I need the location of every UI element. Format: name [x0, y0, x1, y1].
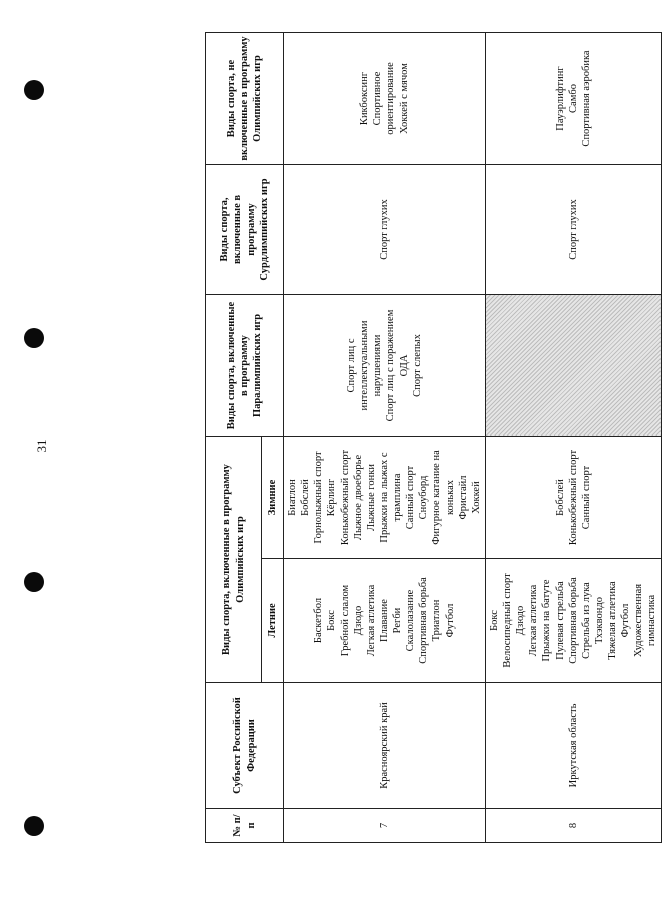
sport-name: Триатлон [431, 599, 443, 642]
sport-name: Горнолыжный спорт [313, 451, 325, 544]
row-num: 7 [284, 809, 486, 843]
sport-name: Гребной слалом [339, 584, 351, 657]
sport-name: Пулевая стрельба [554, 581, 566, 660]
sport-name: Санный спорт [580, 465, 592, 530]
sport-name: Лыжное двоеборье [352, 454, 364, 541]
header-num: № п/п [206, 809, 284, 843]
sports-table [205, 32, 662, 843]
sport-name: Биатлон [287, 479, 298, 516]
sport-name: Стрельба из лука [580, 582, 592, 659]
sport-name: Спорт глухих [567, 199, 579, 260]
sport-name: Дзюдо [515, 605, 527, 636]
sport-name: Сноуборд [418, 475, 430, 520]
sport-name: Спорт глухих [378, 199, 390, 260]
row-subject: Красноярский край [284, 683, 486, 809]
row-summer-list [284, 559, 486, 683]
punch-hole [24, 816, 44, 836]
sport-name: Бокс [488, 610, 500, 631]
sport-name: Самбо [567, 84, 579, 113]
row-non-olympic-list [485, 33, 661, 165]
row-surdlympic-list [485, 165, 661, 295]
sport-name: Прыжки на лыжах с трамплина [378, 452, 403, 543]
sport-name: Плавание [378, 599, 390, 642]
sport-name: Конькобежный спорт [339, 449, 351, 546]
sport-name: Спорт слепых [411, 334, 423, 397]
sport-name: Спортивное ориентирование [372, 62, 397, 135]
sport-name: Бокс [326, 610, 338, 631]
sport-name: Регби [392, 607, 403, 634]
sport-name: Санный спорт [405, 465, 417, 530]
sport-name: Баскетбол [313, 597, 325, 644]
sport-name: Тхэквондо [593, 597, 605, 644]
row-winter-list [485, 437, 661, 559]
sport-name: Фигурное катание на коньках [431, 450, 456, 545]
sport-name: Спорт лиц с интеллектуальными нарушениями [346, 320, 384, 411]
page-number: 31 [34, 439, 49, 453]
sport-name: Прыжки на батуте [541, 579, 553, 662]
punch-hole [24, 572, 44, 592]
sport-name: Футбол [620, 603, 632, 638]
sport-name: Легкая атлетика [365, 584, 377, 657]
header-olympic: Виды спорта, включенные в программу Олимпийских игр [206, 437, 262, 683]
sport-name: Кикбоксинг [359, 71, 371, 126]
sports-table-container [205, 33, 658, 843]
table-row [485, 33, 661, 843]
row-non-olympic-list [284, 33, 486, 165]
punch-hole [24, 328, 44, 348]
sport-name: Спортивная борьба [567, 577, 579, 664]
sport-name: Конькобежный спорт [567, 449, 579, 546]
sport-name: Футбол [444, 603, 456, 638]
row-paralympic-list [284, 295, 486, 437]
row-subject: Иркутская область [485, 683, 661, 809]
header-paralympic: Виды спорта, включенные в программу Паралимпийских игр [206, 295, 284, 437]
sport-name: Лыжные гонки [365, 463, 377, 532]
sport-name: Художественная гимнастика [633, 583, 658, 658]
header-winter: Зимние [262, 437, 284, 559]
table-row [284, 33, 486, 843]
sport-name: Спортивная борьба [418, 577, 430, 664]
row-paralympic-empty-shaded [485, 295, 661, 437]
header-summer: Летние [262, 559, 284, 683]
header-subject: Субъект Российской Федерации [206, 683, 284, 809]
sport-name: Скалолазание [405, 589, 417, 652]
sport-name: Бобслей [554, 479, 566, 516]
header-non-olympic: Виды спорта, не включенные в программу Олимпийских игр [206, 33, 284, 165]
punch-hole [24, 80, 44, 100]
header-surdlympic: Виды спорта, включенные в программу Сурдлимпийских игр [206, 165, 284, 295]
sport-name: Тяжелая атлетика [607, 581, 618, 660]
sport-name: Легкая атлетика [528, 584, 540, 657]
row-num: 8 [485, 809, 661, 843]
sport-name: Бобслей [300, 479, 312, 516]
sport-name: Фристайл [457, 475, 469, 520]
sport-name: Хоккей [470, 481, 482, 514]
sport-name: Спорт лиц с поражением ОДА [385, 309, 410, 422]
sport-name: Дзюдо [352, 605, 364, 636]
sport-name: Кёрлинг [326, 478, 338, 517]
row-winter-list [284, 437, 486, 559]
sport-name: Спортивная аэробика [580, 50, 592, 147]
sport-name: Пауэрлифтинг [554, 66, 566, 131]
sport-name: Хоккей с мячом [398, 63, 410, 134]
row-surdlympic-list [284, 165, 486, 295]
row-summer-list [485, 559, 661, 683]
sport-name: Велосипедный спорт [502, 573, 513, 668]
